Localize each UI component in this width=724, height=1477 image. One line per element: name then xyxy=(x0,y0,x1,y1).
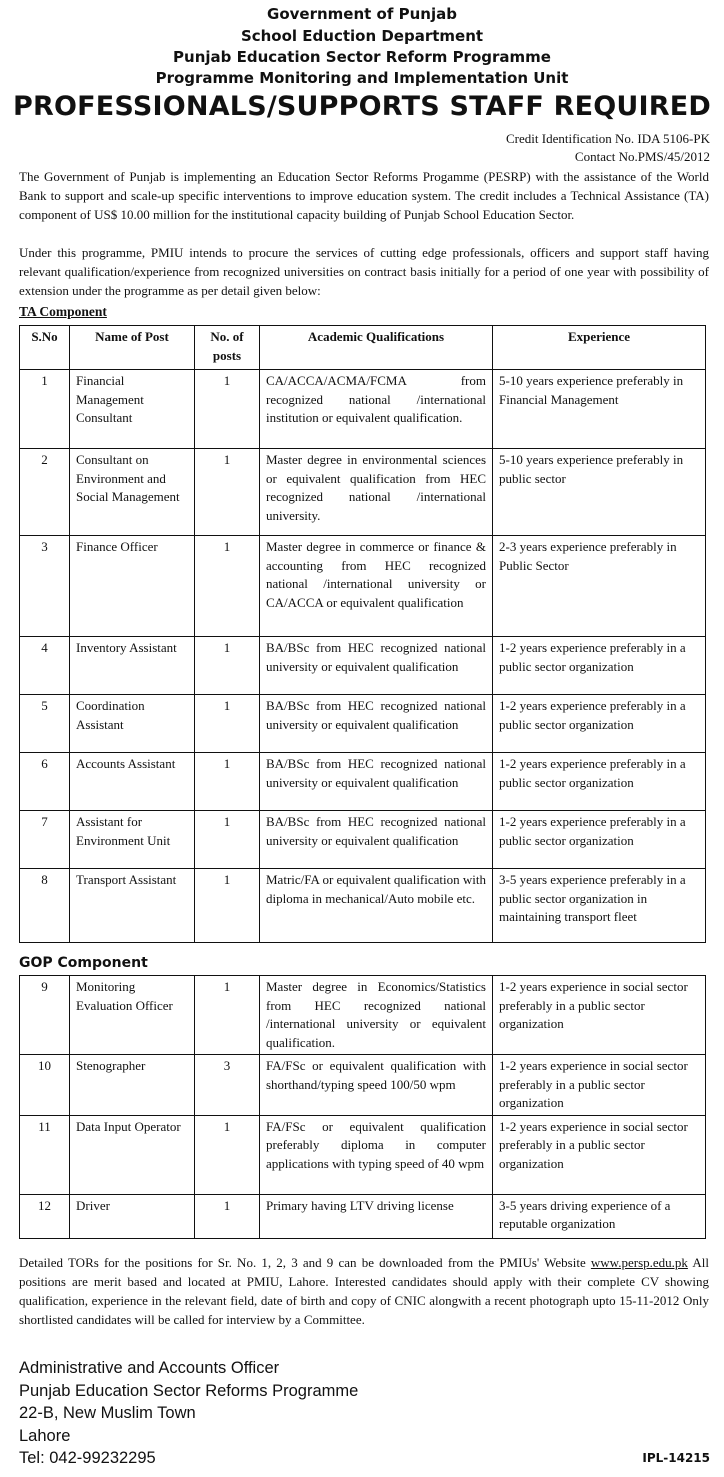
reference-numbers xyxy=(440,130,710,166)
cell-qualification: Master degree in environmental sciences or equivalent qualification from HEC recognized national /international university. xyxy=(260,449,493,536)
table-row xyxy=(20,536,706,637)
cell-sno: 1 xyxy=(20,370,70,449)
cell-experience: 1-2 years experience preferably in a public sector organization xyxy=(493,637,706,695)
cell-qualification: FA/FSc or equivalent qualification with shorthand/typing speed 100/50 wpm xyxy=(260,1055,493,1116)
cell-qualification: Matric/FA or equivalent qualification with diploma in mechanical/Auto mobile etc. xyxy=(260,869,493,943)
gop-component-table xyxy=(19,975,706,1239)
col-qualification-header: Academic Qualifications xyxy=(260,326,493,370)
cell-experience: 1-2 years experience in social sector preferably in a public sector organization xyxy=(493,1115,706,1194)
table-row xyxy=(20,370,706,449)
ta-table-header-row xyxy=(20,326,706,370)
headline: PROFESSIONALS/SUPPORTS STAFF REQUIRED xyxy=(13,91,711,122)
cell-qualification: Primary having LTV driving license xyxy=(260,1194,493,1238)
cell-posts-count: 1 xyxy=(195,536,260,637)
cell-experience: 5-10 years experience preferably in public sector xyxy=(493,449,706,536)
ad-code: IPL-14215 xyxy=(642,1451,710,1465)
cell-post-name: Coordination Assistant xyxy=(70,695,195,753)
address-title: Administrative and Accounts Officer xyxy=(19,1359,280,1377)
cell-post-name: Consultant on Environment and Social Management xyxy=(70,449,195,536)
cell-experience: 5-10 years experience preferably in Financial Management xyxy=(493,370,706,449)
cell-qualification: BA/BSc from HEC recognized national university or equivalent qualification xyxy=(260,811,493,869)
cell-qualification: BA/BSc from HEC recognized national university or equivalent qualification xyxy=(260,695,493,753)
cell-post-name: Stenographer xyxy=(70,1055,195,1116)
cell-posts-count: 1 xyxy=(195,811,260,869)
col-experience-header: Experience xyxy=(493,326,706,370)
cell-posts-count: 1 xyxy=(195,753,260,811)
cell-post-name: Finance Officer xyxy=(70,536,195,637)
ta-component-table xyxy=(19,325,706,943)
cell-post-name: Assistant for Environment Unit xyxy=(70,811,195,869)
cell-post-name: Driver xyxy=(70,1194,195,1238)
address-street: 22-B, New Muslim Town xyxy=(19,1404,196,1422)
cell-qualification: Master degree in commerce or finance & accounting from HEC recognized national /international university or CA/ACCA or equivalent qualification xyxy=(260,536,493,637)
cell-sno: 3 xyxy=(20,536,70,637)
col-posts-header: No. of posts xyxy=(195,326,260,370)
table-row xyxy=(20,637,706,695)
table-row xyxy=(20,1055,706,1116)
cell-post-name: Transport Assistant xyxy=(70,869,195,943)
cell-sno: 6 xyxy=(20,753,70,811)
cell-sno: 11 xyxy=(20,1115,70,1194)
cell-post-name: Inventory Assistant xyxy=(70,637,195,695)
table-row xyxy=(20,449,706,536)
instructions-text-1: Detailed TORs for the positions for Sr. No. 1, 2, 3 and 9 can be downloaded from the PMIUs' Website xyxy=(19,1255,586,1270)
header-department: School Eduction Department xyxy=(240,27,484,45)
table-row xyxy=(20,1115,706,1194)
cell-posts-count: 1 xyxy=(195,695,260,753)
header-government: Government of Punjab xyxy=(267,5,457,23)
cell-sno: 4 xyxy=(20,637,70,695)
cell-experience: 1-2 years experience in social sector preferably in a public sector organization xyxy=(493,1055,706,1116)
intro-paragraph-1: The Government of Punjab is implementing an Education Sector Reforms Progamme (PESRP) with the assistance of the World Bank to support and scale-up specific interventions to improve education system. The credit includes a Technical Assistance (TA) component of US$ 10.00 million for the institutional capacity building of Punjab School Education Sector. xyxy=(19,169,709,222)
cell-post-name: Financial Management Consultant xyxy=(70,370,195,449)
application-instructions xyxy=(19,1253,709,1329)
cell-experience: 1-2 years experience preferably in a public sector organization xyxy=(493,753,706,811)
table-row xyxy=(20,976,706,1055)
cell-experience: 3-5 years driving experience of a reputable organization xyxy=(493,1194,706,1238)
cell-posts-count: 1 xyxy=(195,976,260,1055)
cell-posts-count: 1 xyxy=(195,370,260,449)
cell-experience: 2-3 years experience preferably in Public Sector xyxy=(493,536,706,637)
contact-number: Contact No.PMS/45/2012 xyxy=(574,149,710,164)
cell-qualification: BA/BSc from HEC recognized national university or equivalent qualification xyxy=(260,637,493,695)
table-row xyxy=(20,811,706,869)
intro-paragraph-2: Under this programme, PMIU intends to procure the services of cutting edge professionals, officers and support staff having relevant qualification/experience from recognized universities on contract basis initially for a period of one year with possibility of extension under the programme as per detail given below: xyxy=(19,245,709,298)
cell-experience: 1-2 years experience in social sector preferably in a public sector organization xyxy=(493,976,706,1055)
cell-sno: 8 xyxy=(20,869,70,943)
cell-posts-count: 1 xyxy=(195,869,260,943)
cell-sno: 2 xyxy=(20,449,70,536)
instructions-text-2: All positions are merit based and located at PMIU, Lahore. Interested candidates should apply with their complete CV showing qualification, experience in the relevant field, date of birth and copy of CNIC alongwith a recent photograph upto 15-11-2012 Only shortlisted candidates will be called for interview by a Committee. xyxy=(19,1255,709,1327)
table-row xyxy=(20,869,706,943)
cell-post-name: Data Input Operator xyxy=(70,1115,195,1194)
cell-post-name: Accounts Assistant xyxy=(70,753,195,811)
cell-posts-count: 3 xyxy=(195,1055,260,1116)
cell-qualification: Master degree in Economics/Statistics from HEC recognized national /international university or equivalent qualification. xyxy=(260,976,493,1055)
cell-posts-count: 1 xyxy=(195,637,260,695)
table-row xyxy=(20,1194,706,1238)
header-unit: Programme Monitoring and Implementation Unit xyxy=(155,69,569,87)
cell-posts-count: 1 xyxy=(195,1194,260,1238)
cell-experience: 3-5 years experience preferably in a public sector organization in maintaining transport fleet xyxy=(493,869,706,943)
cell-posts-count: 1 xyxy=(195,449,260,536)
ta-component-title: TA Component xyxy=(19,304,107,319)
cell-qualification: BA/BSc from HEC recognized national university or equivalent qualification xyxy=(260,753,493,811)
cell-experience: 1-2 years experience preferably in a public sector organization xyxy=(493,695,706,753)
cell-experience: 1-2 years experience preferably in a public sector organization xyxy=(493,811,706,869)
table-row xyxy=(20,695,706,753)
header-programme: Punjab Education Sector Reform Programme xyxy=(173,48,551,66)
address-telephone: Tel: 042-99232295 xyxy=(19,1449,156,1467)
address-organization: Punjab Education Sector Reforms Programme xyxy=(19,1381,359,1400)
cell-sno: 9 xyxy=(20,976,70,1055)
cell-sno: 7 xyxy=(20,811,70,869)
cell-sno: 10 xyxy=(20,1055,70,1116)
col-sno-header: S.No xyxy=(20,326,70,370)
cell-qualification: FA/FSc or equivalent qualification preferably diploma in computer applications with typing speed of 40 wpm xyxy=(260,1115,493,1194)
website-link[interactable]: www.persp.edu.pk xyxy=(590,1255,688,1270)
cell-posts-count: 1 xyxy=(195,1115,260,1194)
cell-sno: 5 xyxy=(20,695,70,753)
cell-post-name: Monitoring Evaluation Officer xyxy=(70,976,195,1055)
col-post-header: Name of Post xyxy=(70,326,195,370)
cell-sno: 12 xyxy=(20,1194,70,1238)
table-row xyxy=(20,753,706,811)
gop-component-title: GOP Component xyxy=(19,955,148,971)
cell-qualification: CA/ACCA/ACMA/FCMA from recognized national /international institution or equivalent qualification. xyxy=(260,370,493,449)
contact-address xyxy=(19,1357,358,1470)
credit-identification: Credit Identification No. IDA 5106-PK xyxy=(506,131,710,146)
address-city: Lahore xyxy=(19,1426,71,1445)
